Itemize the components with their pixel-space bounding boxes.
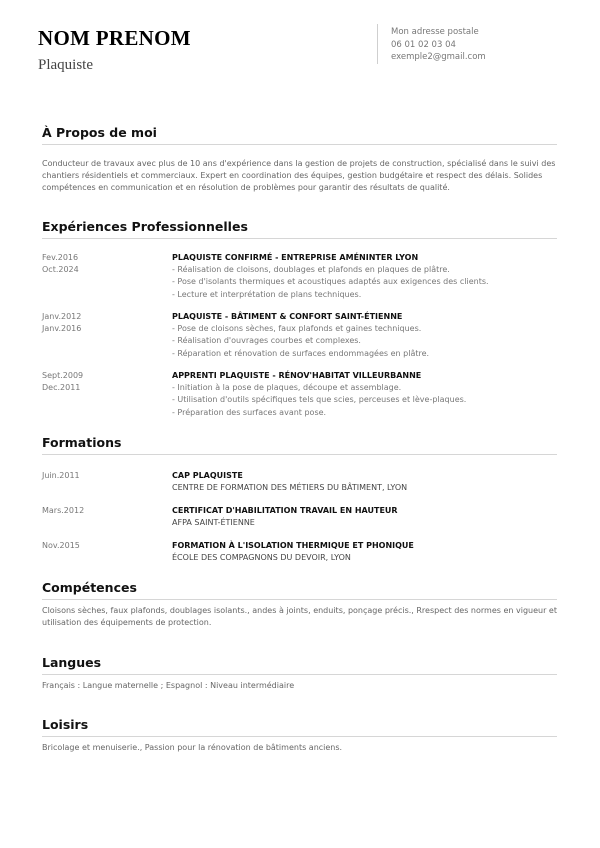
section-divider <box>42 238 557 239</box>
education-section <box>42 435 557 455</box>
candidate-name: NOM PRENOM <box>38 26 191 50</box>
experience-bullet: - Lecture et interprétation de plans techniques. <box>172 289 362 299</box>
languages-section <box>42 655 557 692</box>
experience-bullet: - Réparation et rénovation de surfaces endommagées en plâtre. <box>172 348 430 358</box>
section-divider <box>42 454 557 455</box>
section-divider <box>42 599 557 600</box>
hobbies-title: Loisirs <box>42 717 89 732</box>
experience-dates <box>42 252 79 276</box>
languages-text: Français : Langue maternelle ; Espagnol : Niveau intermédiaire <box>42 681 295 690</box>
experience-bullet: - Réalisation de cloisons, doublages et plafonds en plaques de plâtre. <box>172 265 450 275</box>
contact-block <box>391 26 486 64</box>
date-start: Janv.2012 <box>42 312 82 321</box>
date-end: Oct.2024 <box>42 265 79 275</box>
section-divider <box>42 736 557 737</box>
experience-role: PLAQUISTE CONFIRMÉ - ENTREPRISE AMÉNINTER LYON <box>172 253 419 262</box>
education-school: AFPA SAINT-ÉTIENNE <box>172 518 255 528</box>
date-end: Dec.2011 <box>42 383 81 393</box>
education-date: Juin.2011 <box>42 471 80 480</box>
education-date: Mars.2012 <box>42 506 85 515</box>
experience-dates <box>42 311 81 335</box>
education-title: Formations <box>42 435 122 450</box>
experience-title: Expériences Professionnelles <box>42 219 248 234</box>
about-section <box>42 125 557 195</box>
hobbies-section <box>42 717 557 754</box>
education-degree: FORMATION À L'ISOLATION THERMIQUE ET PHONIQUE <box>172 541 414 550</box>
skills-text: Cloisons sèches, faux plafonds, doublages isolants., andes à joints, enduits, ponçage précis., Rrespect des normes en vigueur et utilisation des équipements de protection. <box>42 606 557 628</box>
education-school: ÉCOLE DES COMPAGNONS DU DEVOIR, LYON <box>172 553 351 563</box>
header-divider <box>377 24 378 64</box>
date-start: Fev.2016 <box>42 253 79 262</box>
hobbies-text: Bricolage et menuiserie., Passion pour la rénovation de bâtiments anciens. <box>42 743 343 752</box>
experience-dates <box>42 370 83 394</box>
experience-bullet: - Préparation des surfaces avant pose. <box>172 407 327 417</box>
skills-title: Compétences <box>42 580 137 595</box>
experience-bullet: - Initiation à la pose de plaques, découpe et assemblage. <box>172 383 402 393</box>
date-end: Janv.2016 <box>42 324 82 334</box>
job-title: Plaquiste <box>38 57 93 73</box>
experience-role: APPRENTI PLAQUISTE - RÉNOV'HABITAT VILLEURBANNE <box>172 371 422 380</box>
section-divider <box>42 144 557 145</box>
skills-section <box>42 580 557 629</box>
about-title: À Propos de moi <box>42 125 157 140</box>
contact-address: Mon adresse postale <box>391 27 479 37</box>
date-start: Sept.2009 <box>42 371 84 380</box>
education-school: CENTRE DE FORMATION DES MÉTIERS DU BÂTIMENT, LYON <box>172 483 408 493</box>
about-text: Conducteur de travaux avec plus de 10 ans d'expérience dans la gestion de projets de construction, spécialisé dans le suivi des chantiers résidentiels et commerciaux. Expert en coordination des équipes, gestion budgétaire et respect des délais. Solides compétences en communication et en résolution de problèmes pour garantir des résultats de qualité. <box>42 159 556 193</box>
experience-bullet: - Utilisation d'outils spécifiques tels que scies, perceuses et lève-plaques. <box>172 395 467 405</box>
contact-email: exemple2@gmail.com <box>391 52 486 62</box>
experience-bullet: - Réalisation d'ouvrages courbes et complexes. <box>172 336 361 346</box>
experience-bullet: - Pose de cloisons sèches, faux plafonds et gaines techniques. <box>172 324 422 334</box>
experience-bullet: - Pose d'isolants thermiques et acoustiques adaptés aux exigences des clients. <box>172 277 489 287</box>
experience-section <box>42 219 557 239</box>
education-date: Nov.2015 <box>42 541 80 550</box>
education-degree: CERTIFICAT D'HABILITATION TRAVAIL EN HAUTEUR <box>172 506 398 515</box>
contact-phone: 06 01 02 03 04 <box>391 39 456 50</box>
education-degree: CAP PLAQUISTE <box>172 471 243 480</box>
languages-title: Langues <box>42 655 102 670</box>
experience-role: PLAQUISTE - BÂTIMENT & CONFORT SAINT-ÉTIENNE <box>172 312 403 321</box>
section-divider <box>42 674 557 675</box>
